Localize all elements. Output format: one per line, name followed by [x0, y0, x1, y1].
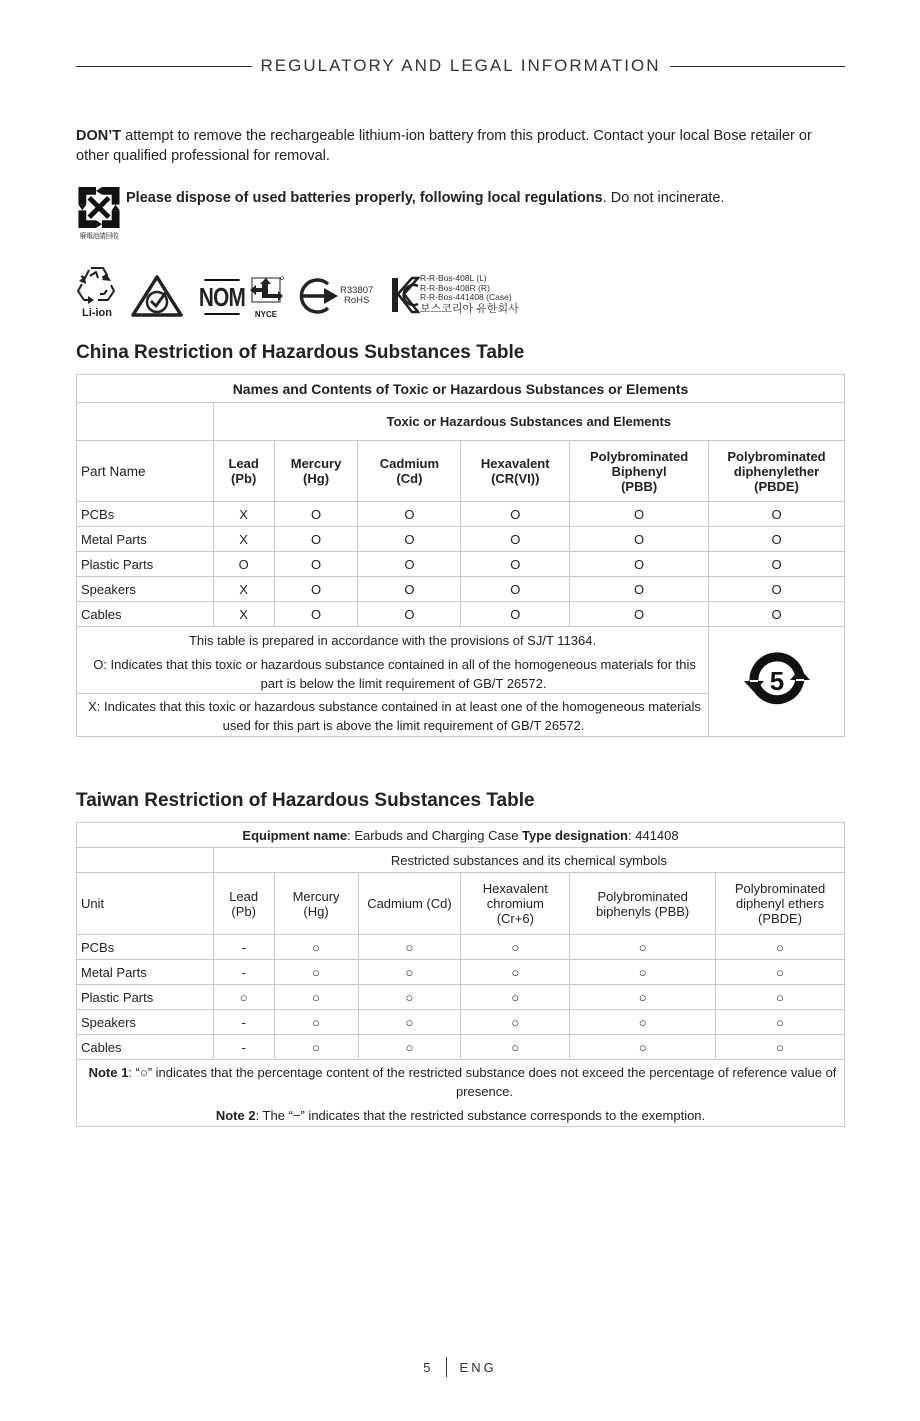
cell-value: ○ — [274, 1010, 358, 1035]
col-header-lead: Lead (Pb) — [213, 441, 274, 502]
cell-value: X — [213, 602, 274, 627]
cell-value: O — [709, 527, 845, 552]
cell-value: O — [461, 527, 570, 552]
china-header-row — [77, 441, 845, 502]
china-table-title: Names and Contents of Toxic or Hazardous Substances or Elements — [77, 375, 845, 403]
rcm-compliance-icon — [130, 274, 184, 323]
table-row — [77, 985, 845, 1010]
taiwan-table-subtitle: Restricted substances and its chemical symbols — [213, 848, 844, 873]
nom-mark-icon: NOM — [200, 279, 244, 315]
cell-value: O — [358, 527, 461, 552]
page-number: 5 — [423, 1359, 431, 1375]
cell-value: ○ — [570, 1035, 716, 1060]
li-ion-recycle-icon — [76, 264, 118, 318]
cell-value: O — [274, 602, 358, 627]
cell-value: ○ — [570, 1010, 716, 1035]
cell-value: X — [213, 577, 274, 602]
note-sj-standard: This table is prepared in accordance with the provisions of SJ/T 11364. — [188, 633, 597, 648]
china-rohs-heading: China Restriction of Hazardous Substances Table — [76, 342, 525, 363]
note-1-label: Note 1 — [88, 1065, 129, 1080]
cell-value: ○ — [716, 960, 845, 985]
cell-value: O — [358, 602, 461, 627]
warning-label: DON’T — [76, 128, 122, 144]
row-part-name: PCBs — [77, 502, 214, 527]
cell-value: ○ — [461, 1035, 570, 1060]
cell-value: ○ — [274, 1035, 358, 1060]
col-header-mercury: Mercury (Hg) — [274, 873, 358, 935]
nyce-mark-icon — [248, 276, 284, 318]
warning-text: attempt to remove the rechargeable lithium-ion battery from this product. Contact your local Bose retailer or other qualified professional for removal. — [76, 128, 812, 164]
svg-text:5: 5 — [769, 666, 784, 696]
disposal-bold: Please dispose of used batteries properly, following local regulations — [126, 190, 603, 206]
col-header-pbb: Polybrominated Biphenyl (PBB) — [570, 441, 709, 502]
cell-value: O — [570, 577, 709, 602]
row-unit-name: Speakers — [77, 1010, 214, 1035]
row-unit-name: PCBs — [77, 935, 214, 960]
cell-value: ○ — [461, 935, 570, 960]
cell-value: O — [709, 552, 845, 577]
cell-value: O — [213, 552, 274, 577]
cell-value: ○ — [716, 1010, 845, 1035]
table-row — [77, 577, 845, 602]
taiwan-bsmi-icon — [298, 276, 388, 316]
cell-value: ○ — [461, 985, 570, 1010]
disposal-rest: . Do not incinerate. — [602, 190, 725, 206]
taiwan-rohs-heading: Taiwan Restriction of Hazardous Substances Table — [76, 790, 535, 811]
cell-value: ○ — [274, 985, 358, 1010]
cell-value: ○ — [570, 935, 716, 960]
equipment-name-label: Equipment name — [242, 827, 348, 843]
table-row — [77, 502, 845, 527]
table-row — [77, 602, 845, 627]
battery-disposal-notice — [76, 185, 724, 241]
cell-value: - — [213, 935, 274, 960]
equipment-name-value: : Earbuds and Charging Case — [347, 827, 523, 843]
cell-value: O — [570, 527, 709, 552]
table-row — [77, 552, 845, 577]
col-header-cadmium: Cadmium (Cd) — [358, 873, 461, 935]
page-footer — [0, 1357, 920, 1377]
nyce-label: NYCE — [254, 310, 278, 319]
taiwan-notes — [77, 1060, 845, 1127]
certification-logos — [76, 264, 546, 320]
kc-cert-line-3: R-R-Bos-441408 (Case) — [420, 292, 512, 302]
cell-value: - — [213, 1035, 274, 1060]
kc-cert-line-1: R-R-Bos-408L (L) — [420, 273, 487, 283]
cell-value: ○ — [570, 985, 716, 1010]
unit-header: Unit — [77, 873, 214, 935]
cell-value: O — [461, 602, 570, 627]
table-row — [77, 1035, 845, 1060]
cell-value: ○ — [274, 960, 358, 985]
type-designation-label: Type designation — [522, 827, 628, 843]
cell-value: O — [274, 502, 358, 527]
col-header-lead: Lead (Pb) — [213, 873, 274, 935]
table-row — [77, 935, 845, 960]
cell-value: ○ — [461, 960, 570, 985]
cell-value: ○ — [274, 935, 358, 960]
cell-value: ○ — [358, 960, 461, 985]
col-header-pbde: Polybrominated diphenyl ethers (PBDE) — [716, 873, 845, 935]
cell-value: O — [461, 577, 570, 602]
china-table-subtitle: Toxic or Hazardous Substances and Elements — [213, 403, 844, 441]
cell-value: ○ — [716, 985, 845, 1010]
kc-company-name: 보스코리아 유한회사 — [420, 302, 519, 315]
table-row — [77, 1010, 845, 1035]
efup-5-year-icon — [709, 627, 845, 737]
col-header-pbde: Polybrominated diphenylether (PBDE) — [709, 441, 845, 502]
china-notes-o — [77, 627, 709, 694]
col-header-hexavalent: Hexavalent (CR(VI)) — [461, 441, 570, 502]
table-row — [77, 527, 845, 552]
cell-value: ○ — [358, 1035, 461, 1060]
battery-recycling-caption: 廢電池請回收 — [79, 233, 119, 240]
col-header-hexavalent-chromium: Hexavalent chromium (Cr+6) — [461, 873, 570, 935]
cell-value: ○ — [358, 1010, 461, 1035]
cell-value: O — [461, 502, 570, 527]
li-ion-label: Li-ion — [82, 307, 112, 319]
cell-value: - — [213, 960, 274, 985]
note-1-text: : “○” indicates that the percentage content of the restricted substance does not exceed the percentage of reference value of presence. — [128, 1065, 837, 1099]
section-header — [76, 55, 845, 77]
cell-value: O — [358, 502, 461, 527]
taiwan-header-row — [77, 873, 845, 935]
header-rule-left — [76, 66, 252, 67]
language-code: ENG — [459, 1359, 497, 1375]
row-part-name: Plastic Parts — [77, 552, 214, 577]
header-rule-right — [670, 66, 846, 67]
cell-value: ○ — [358, 935, 461, 960]
cell-value: O — [709, 502, 845, 527]
cell-value: O — [461, 552, 570, 577]
china-rohs-table — [76, 374, 845, 737]
row-part-name: Cables — [77, 602, 214, 627]
empty-cell — [77, 848, 214, 873]
disposal-text — [126, 190, 724, 206]
table-row — [77, 960, 845, 985]
note-x-meaning: X: Indicates that this toxic or hazardous substance contained in at least one of the homogeneous materials used for this part is above the limit requirement of GB/T 26572. — [88, 699, 701, 733]
col-header-pbb: Polybrominated biphenyls (PBB) — [570, 873, 716, 935]
cell-value: ○ — [461, 1010, 570, 1035]
battery-warning — [76, 126, 836, 166]
cell-value: O — [570, 602, 709, 627]
row-part-name: Speakers — [77, 577, 214, 602]
row-unit-name: Metal Parts — [77, 960, 214, 985]
equipment-info — [77, 823, 845, 848]
footer-divider — [446, 1357, 447, 1377]
cell-value: ○ — [716, 935, 845, 960]
section-title: REGULATORY AND LEGAL INFORMATION — [260, 56, 661, 75]
note-2-label: Note 2 — [215, 1108, 256, 1123]
kc-cert-line-2: R-R-Bos-408R (R) — [420, 282, 490, 293]
cell-value: O — [709, 602, 845, 627]
col-header-mercury: Mercury (Hg) — [274, 441, 358, 502]
cell-value: O — [358, 552, 461, 577]
cell-value: ○ — [213, 985, 274, 1010]
bsmi-code: R33807 — [340, 285, 374, 296]
row-unit-name: Cables — [77, 1035, 214, 1060]
cell-value: - — [213, 1010, 274, 1035]
note-o-meaning: O: Indicates that this toxic or hazardous substance contained in all of the homogeneous materials for this part is below the limit requirement of GB/T 26572. — [93, 657, 696, 691]
note-2 — [81, 1106, 840, 1125]
cell-value: O — [570, 502, 709, 527]
cell-value: X — [213, 502, 274, 527]
row-unit-name: Plastic Parts — [77, 985, 214, 1010]
note-1 — [81, 1063, 840, 1101]
col-header-cadmium: Cadmium (Cd) — [358, 441, 461, 502]
cell-value: X — [213, 527, 274, 552]
row-part-name: Metal Parts — [77, 527, 214, 552]
china-notes-x — [77, 694, 709, 737]
type-designation-value: : 441408 — [627, 827, 679, 843]
cell-value: O — [709, 577, 845, 602]
note-2-text: : The “−” indicates that the restricted substance corresponds to the exemption. — [255, 1108, 706, 1123]
cell-value: O — [358, 577, 461, 602]
taiwan-rohs-table — [76, 822, 845, 1127]
cell-value: ○ — [570, 960, 716, 985]
cell-value: ○ — [358, 985, 461, 1010]
cell-value: ○ — [716, 1035, 845, 1060]
kc-mark-icon — [390, 274, 540, 316]
taiwan-battery-recycling-icon — [76, 185, 122, 241]
cell-value: O — [274, 527, 358, 552]
rohs-label: RoHS — [343, 295, 370, 306]
cell-value: O — [570, 552, 709, 577]
cell-value: O — [274, 577, 358, 602]
cell-value: O — [274, 552, 358, 577]
empty-cell — [77, 403, 214, 441]
part-name-header: Part Name — [77, 441, 214, 502]
